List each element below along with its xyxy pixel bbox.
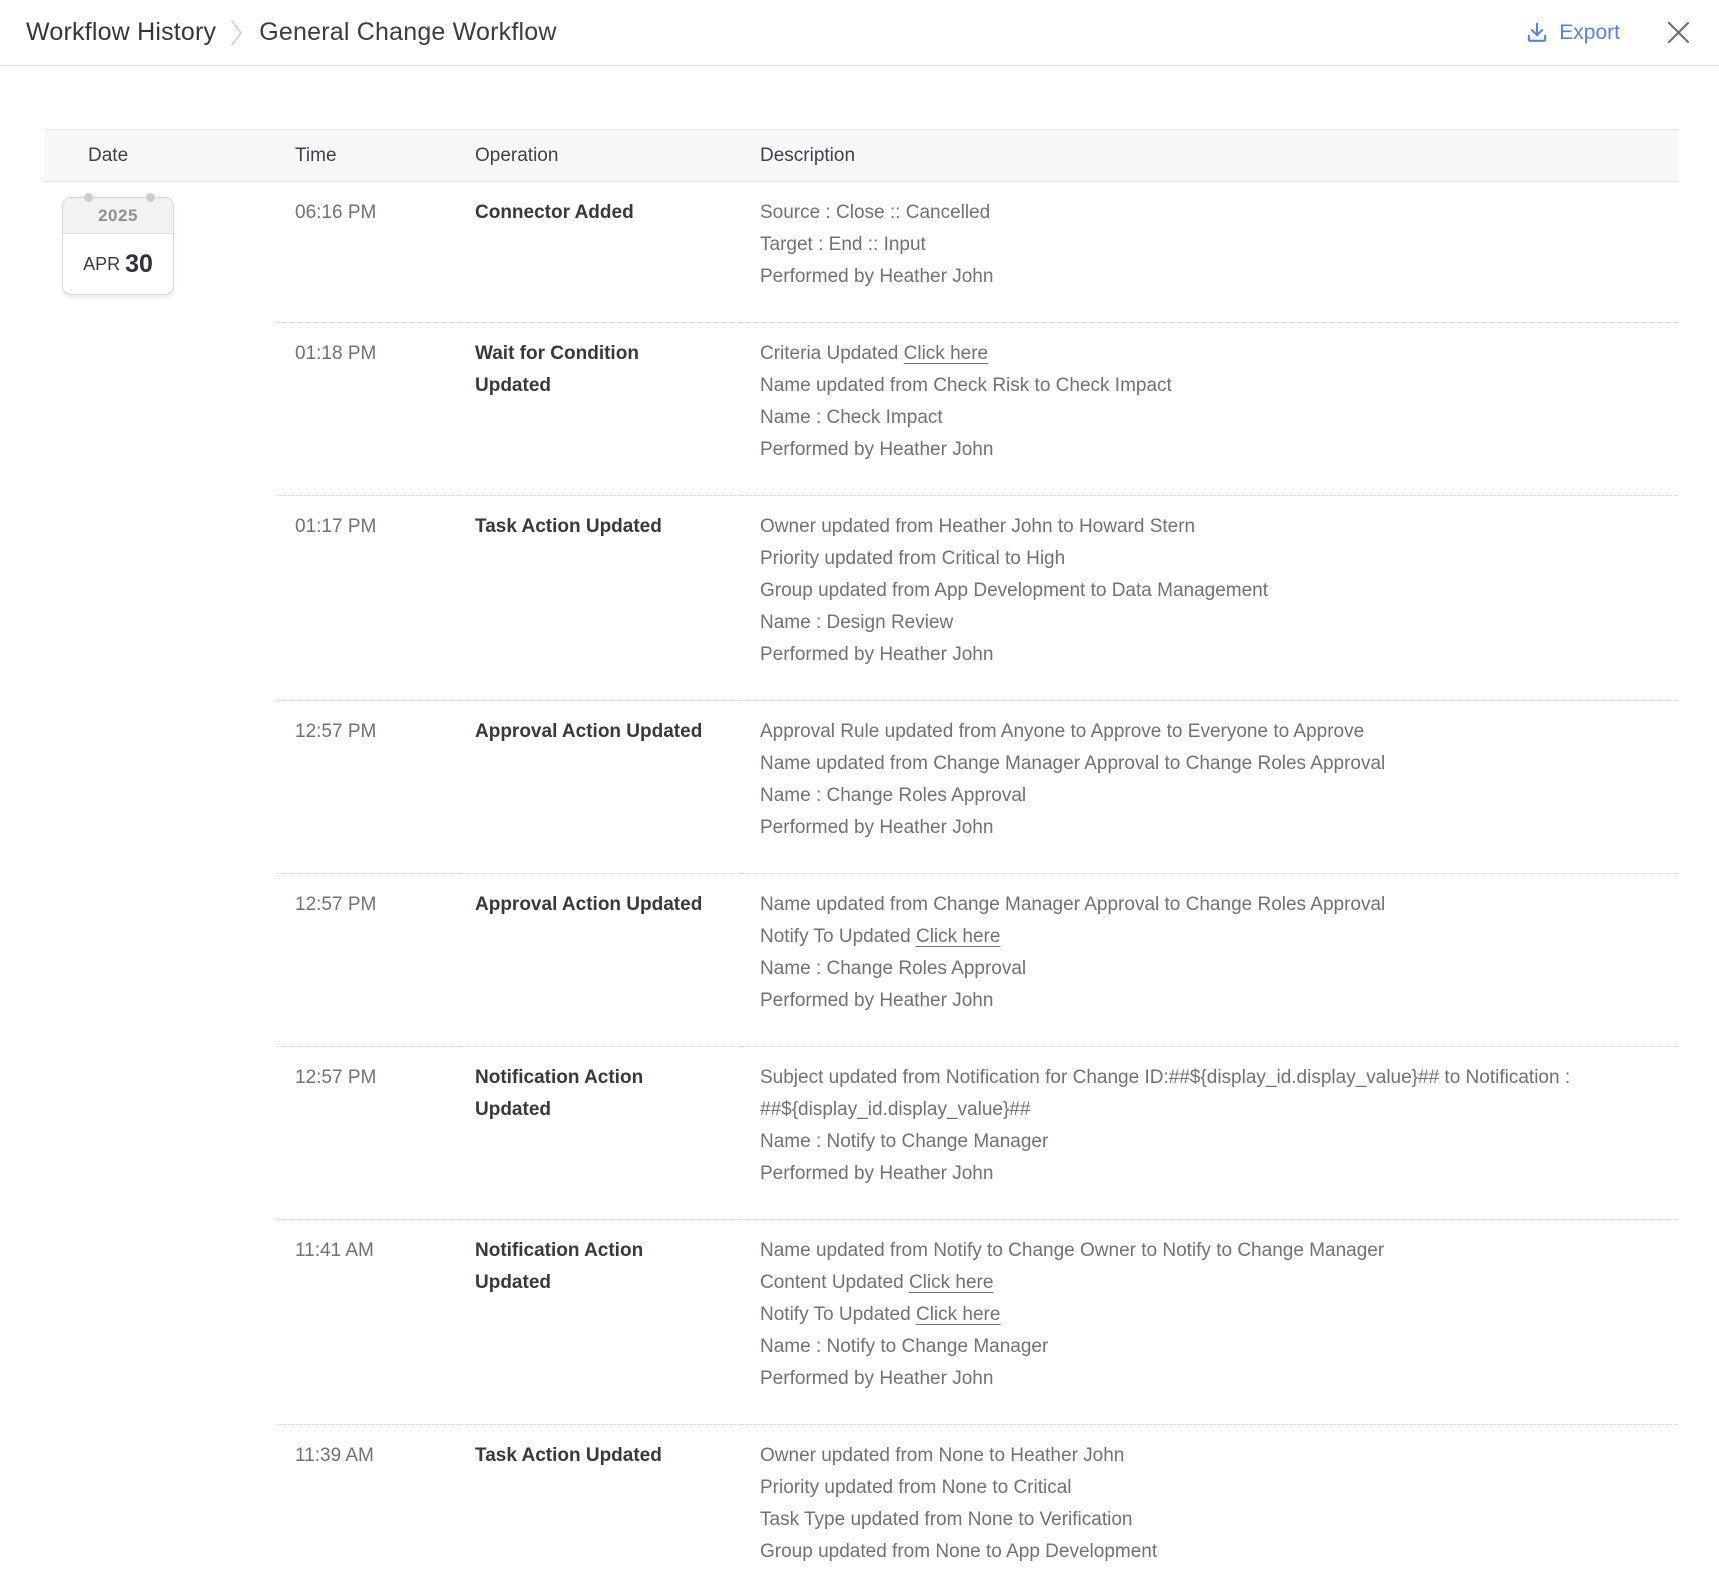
export-label: Export [1559, 20, 1620, 44]
row-description [742, 1219, 1678, 1424]
description-line: Name : Change Roles Approval [760, 958, 1027, 979]
description-line: Target : End :: Input [760, 234, 926, 255]
click-here-link[interactable]: Click here [908, 1272, 994, 1293]
row-operation: Notification Action Updated [457, 1046, 742, 1219]
row-time: 06:16 PM [295, 202, 377, 223]
history-table-row [44, 1219, 1678, 1424]
row-operation: Notification Action Updated [457, 1219, 742, 1424]
description-line: Group updated from App Development to Data Management [760, 580, 1269, 601]
row-description [742, 700, 1678, 873]
row-time: 01:17 PM [277, 495, 457, 700]
row-operation: Task Action Updated [457, 495, 742, 700]
row-operation: Task Action Updated [457, 1424, 742, 1578]
breadcrumb-workflow-name: General Change Workflow [259, 18, 557, 46]
description-line: Performed by Heather John [760, 817, 994, 838]
row-description [742, 873, 1678, 1046]
click-here-link[interactable]: Click here [915, 1304, 1001, 1325]
row-time: 12:57 PM [277, 1046, 457, 1219]
calendar-day: 30 [125, 249, 153, 278]
description-line: Name : Check Impact [760, 407, 943, 428]
description-line: Priority updated from None to Critical [760, 1477, 1072, 1498]
click-here-link[interactable]: Click here [915, 926, 1001, 947]
description-line: Name : Notify to Change Manager [760, 1131, 1049, 1152]
row-operation: Approval Action Updated [457, 873, 742, 1046]
description-line: Content Updated Click here [760, 1272, 994, 1293]
row-time: 11:39 AM [277, 1424, 457, 1578]
description-line: Performed by Heather John [760, 439, 994, 460]
history-table-row [44, 322, 1678, 495]
history-table-row [44, 495, 1678, 700]
calendar-month: APR [83, 253, 121, 274]
description-line: Performed by Heather John [760, 1368, 994, 1389]
calendar-pin-icon [84, 193, 93, 202]
history-table-row [44, 873, 1678, 1046]
breadcrumb-chevron-icon [230, 18, 243, 48]
description-line: Task Type updated from None to Verification [760, 1509, 1133, 1530]
download-icon [1524, 20, 1550, 46]
description-line: Performed by Heather John [760, 1163, 994, 1184]
row-description [742, 322, 1678, 495]
description-line: Priority updated from Critical to High [760, 548, 1066, 569]
description-line: Group updated from None to App Development [760, 1541, 1158, 1562]
panel-header [0, 0, 1719, 66]
description-line: Name updated from Change Manager Approval to Change Roles Approval [760, 753, 1386, 774]
row-date-cell [44, 1424, 277, 1578]
description-line: Performed by Heather John [760, 644, 994, 665]
row-description [742, 495, 1678, 700]
row-time: 01:18 PM [277, 322, 457, 495]
calendar-pin-icon [146, 193, 155, 202]
description-line: Name : Design Review [760, 612, 954, 633]
description-line: Notify To Updated Click here [760, 1304, 1001, 1325]
history-table-row [44, 182, 1678, 322]
description-line: Performed by Heather John [760, 266, 994, 287]
description-line: Owner updated from Heather John to Howard Stern [760, 516, 1196, 537]
row-description [742, 182, 1678, 322]
column-header-operation: Operation [475, 144, 559, 166]
row-date-cell [44, 873, 277, 1046]
row-date-cell [44, 700, 277, 873]
description-line: Subject updated from Notification for Change ID:##${display_id.display_value}## to Notification : ##${display_id.display_value}## [760, 1067, 1571, 1120]
row-time: 12:57 PM [277, 873, 457, 1046]
row-date-cell [44, 495, 277, 700]
calendar-year: 2025 [63, 198, 173, 234]
table-body [44, 182, 1678, 1578]
breadcrumb-workflow-history: Workflow History [26, 18, 217, 46]
row-date-cell [44, 322, 277, 495]
row-date-cell [44, 1046, 277, 1219]
calendar-date [63, 234, 173, 294]
row-operation: Approval Action Updated [457, 700, 742, 873]
description-line: Name : Notify to Change Manager [760, 1336, 1049, 1357]
row-description [742, 1424, 1678, 1578]
workflow-history-table [44, 129, 1678, 1578]
description-line: Performed by Heather John [760, 990, 994, 1011]
description-line: Notify To Updated Click here [760, 926, 1001, 947]
description-line: Criteria Updated Click here [760, 343, 989, 364]
row-date-cell [44, 1219, 277, 1424]
row-operation: Wait for Condition Updated [457, 322, 742, 495]
column-header-date: Date [88, 144, 129, 166]
column-header-description: Description [760, 144, 856, 166]
history-table-row [44, 1046, 1678, 1219]
description-line: Source : Close :: Cancelled [760, 202, 991, 223]
description-line: Name updated from Change Manager Approval to Change Roles Approval [760, 894, 1386, 915]
column-header-time: Time [295, 144, 337, 166]
table-header-row [44, 129, 1678, 182]
click-here-link[interactable]: Click here [903, 343, 989, 364]
description-line: Owner updated from None to Heather John [760, 1445, 1125, 1466]
row-time: 12:57 PM [277, 700, 457, 873]
row-description [742, 1046, 1678, 1219]
history-table-row [44, 700, 1678, 873]
description-line: Name : Change Roles Approval [760, 785, 1027, 806]
description-line: Name updated from Check Risk to Check Impact [760, 375, 1172, 396]
row-time: 11:41 AM [277, 1219, 457, 1424]
export-button[interactable] [1524, 20, 1620, 46]
history-table-row [44, 1424, 1678, 1578]
description-line: Approval Rule updated from Anyone to Approve to Everyone to Approve [760, 721, 1365, 742]
close-icon [1664, 18, 1693, 47]
row-operation: Connector Added [475, 202, 634, 223]
date-calendar-chip [62, 197, 174, 295]
description-line: Name updated from Notify to Change Owner to Notify to Change Manager [760, 1240, 1385, 1261]
header-actions [1524, 18, 1693, 47]
close-button[interactable] [1664, 18, 1693, 47]
